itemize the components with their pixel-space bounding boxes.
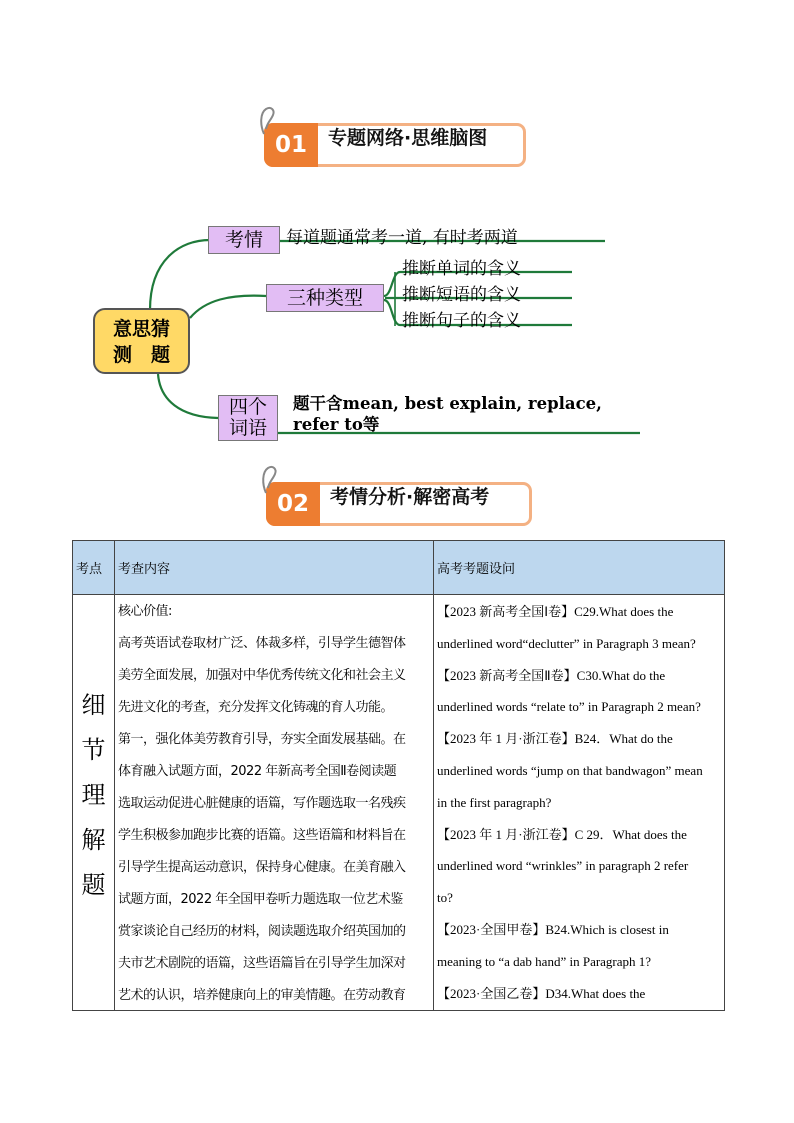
table-header-row	[73, 541, 725, 595]
banner-number: 02	[266, 482, 320, 526]
question-line: underlined words “jump on that bandwagon” mean	[437, 762, 703, 778]
kaodian-char: 节	[81, 736, 106, 764]
content-line: 学生积极参加跑步比赛的语篇。这些语篇和材料旨在	[118, 828, 406, 843]
content-line: 引导学生提高运动意识，保持身心健康。在美育融入	[118, 860, 406, 875]
banner-title: 专题网络·思维脑图	[328, 127, 488, 149]
mindmap-node-types	[266, 284, 384, 312]
node-label: 考情	[224, 229, 263, 251]
content-line: 艺术的认识，培养健康向上的审美情趣。在劳动教育	[118, 988, 406, 1003]
content-text	[116, 596, 432, 1006]
paperclip-icon	[260, 464, 282, 494]
kaodian-cell	[73, 595, 115, 1011]
mindmap-center-node	[93, 308, 190, 374]
kaodian-char: 细	[81, 691, 106, 719]
mindmap-leaf-word: 推断单词的含义	[402, 259, 521, 279]
mindmap-leaf-four-words	[293, 393, 602, 435]
question-line: meaning to “a dab hand” in Paragraph 1?	[437, 953, 652, 969]
mindmap-node-four-words	[218, 395, 278, 441]
section-banner-2	[266, 482, 532, 526]
content-line: 美劳全面发展，加强对中华优秀传统文化和社会主义	[118, 668, 406, 683]
content-line: 先进文化的考查，充分发挥文化铸魂的育人功能。	[118, 700, 394, 715]
question-line: underlined word “wrinkles” in paragraph 2 refer	[437, 858, 689, 874]
question-line: 【2023 年 1 月·浙江卷】C 29．What does the	[437, 826, 687, 842]
kaodian-char: 题	[81, 871, 106, 899]
header-questions: 高考考题设问	[434, 541, 725, 595]
mindmap-leaf-sentence: 推断句子的含义	[402, 311, 521, 331]
content-line: 高考英语试卷取材广泛、体裁多样，引导学生德智体	[118, 636, 406, 651]
question-line: 【2023 新高考全国Ⅰ卷】C29.What does the	[437, 604, 674, 619]
node-label-line-2: 词语	[228, 417, 267, 439]
content-line: 第一，强化体美劳教育引导，夯实全面发展基础。在	[118, 732, 406, 747]
content-line: 选取运动促进心脏健康的语篇，写作题选取一名残疾	[118, 796, 406, 811]
center-line-1: 意思猜	[112, 318, 170, 340]
leaf-line-2: refer to等	[293, 415, 380, 434]
exam-analysis-table	[72, 540, 725, 1011]
question-text	[435, 596, 723, 1009]
kaodian-char: 理	[81, 781, 106, 809]
question-line: 【2023·全国乙卷】D34.What does the	[437, 985, 646, 1001]
content-line: 夫市艺术剧院的语篇，这些语篇旨在引导学生加深对	[118, 956, 406, 971]
content-line: 赏家谈论自己经历的材料，阅读题选取介绍英国加的	[118, 924, 406, 939]
content-line: 核心价值:	[118, 604, 172, 619]
content-cell	[115, 595, 434, 1011]
question-cell	[434, 595, 725, 1011]
question-line: to?	[437, 890, 453, 906]
question-line: underlined words “relate to” in Paragraph 2 mean?	[437, 699, 701, 715]
question-line: in the first paragraph?	[437, 794, 552, 810]
content-line: 试题方面，2022 年全国甲卷听力题选取一位艺术鉴	[118, 892, 403, 907]
content-line: 体育融入试题方面，2022 年新高考全国Ⅱ卷阅读题	[118, 764, 397, 779]
kaodian-char: 解	[81, 826, 106, 854]
question-line: 【2023·全国甲卷】B24.Which is closest in	[437, 921, 669, 937]
banner-number: 01	[264, 123, 318, 167]
mindmap-node-kaoqing	[208, 226, 280, 254]
center-line-2: 测 题	[112, 344, 170, 366]
node-label: 三种类型	[286, 287, 363, 309]
question-line: 【2023 新高考全国Ⅱ卷】C30.What do the	[437, 667, 666, 683]
mindmap-leaf-kaoqing: 每道题通常考一道, 有时考两道	[286, 228, 518, 248]
mindmap-leaf-phrase: 推断短语的含义	[402, 285, 521, 305]
header-content: 考查内容	[115, 541, 434, 595]
leaf-line-1: 题干含mean, best explain, replace,	[293, 394, 602, 413]
table-row	[73, 595, 725, 1011]
node-label-line-1: 四个	[228, 396, 267, 418]
header-kaodian: 考点	[73, 541, 115, 595]
question-line: underlined word“declutter” in Paragraph 3 mean?	[437, 635, 696, 651]
banner-title: 考情分析·解密高考	[330, 486, 490, 508]
question-line: 【2023 年 1 月·浙江卷】B24．What do the	[437, 731, 673, 747]
